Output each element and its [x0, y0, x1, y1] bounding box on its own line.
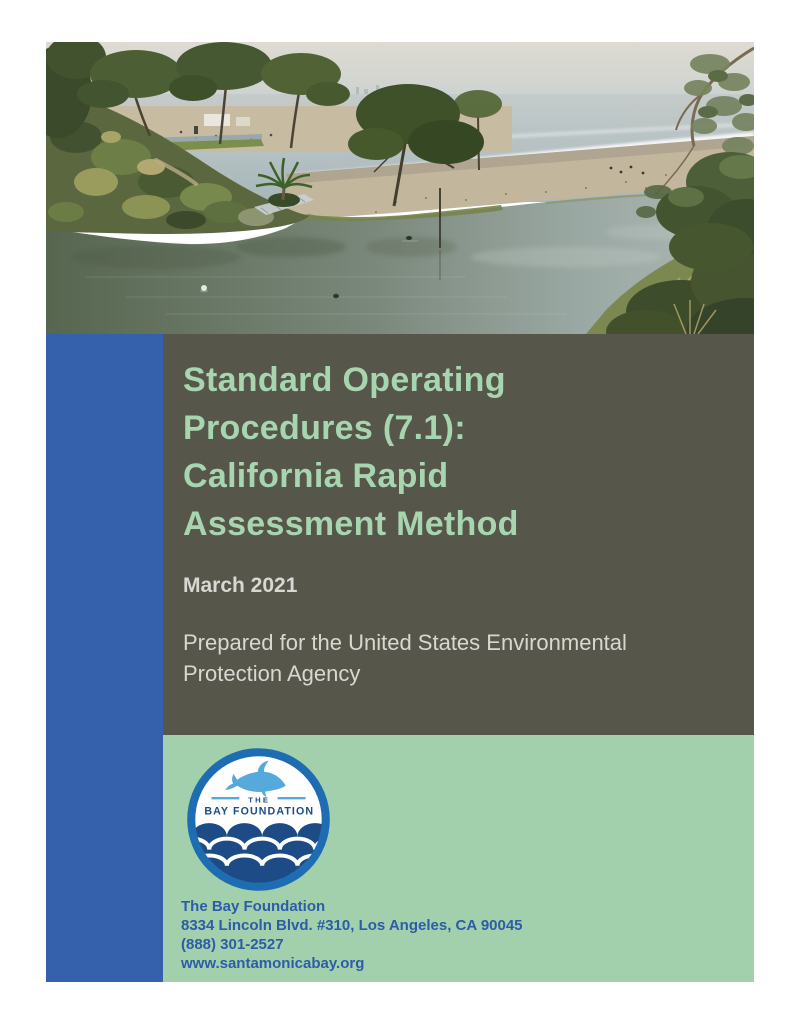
address-street: 8334 Lincoln Blvd. #310, Los Angeles, CA 90045 [181, 917, 523, 934]
title-line: California Rapid [183, 457, 449, 495]
prepared-for-line: Prepared for the United States Environmental [183, 630, 627, 655]
document-title [183, 356, 724, 548]
title-line: Procedures (7.1): [183, 409, 466, 447]
address-phone: (888) 301-2527 [181, 936, 284, 953]
left-accent-bar [46, 334, 163, 982]
prepared-for-line: Protection Agency [183, 661, 361, 686]
title-line: Assessment Method [183, 505, 519, 543]
address-website: www.santamonicabay.org [181, 955, 365, 972]
address-block [181, 897, 523, 973]
logo-wordmark-name: BAY FOUNDATION [204, 805, 315, 818]
publication-date: March 2021 [183, 574, 298, 597]
logo-wordmark-the: THE [248, 795, 271, 805]
prepared-for [183, 627, 724, 689]
beach-building [204, 114, 230, 126]
bay-foundation-logo [185, 746, 332, 893]
title-line: Standard Operating [183, 361, 506, 399]
cover-photo [46, 42, 754, 334]
footer-section [163, 735, 754, 982]
address-org-name: The Bay Foundation [181, 898, 326, 915]
title-section [163, 334, 754, 735]
